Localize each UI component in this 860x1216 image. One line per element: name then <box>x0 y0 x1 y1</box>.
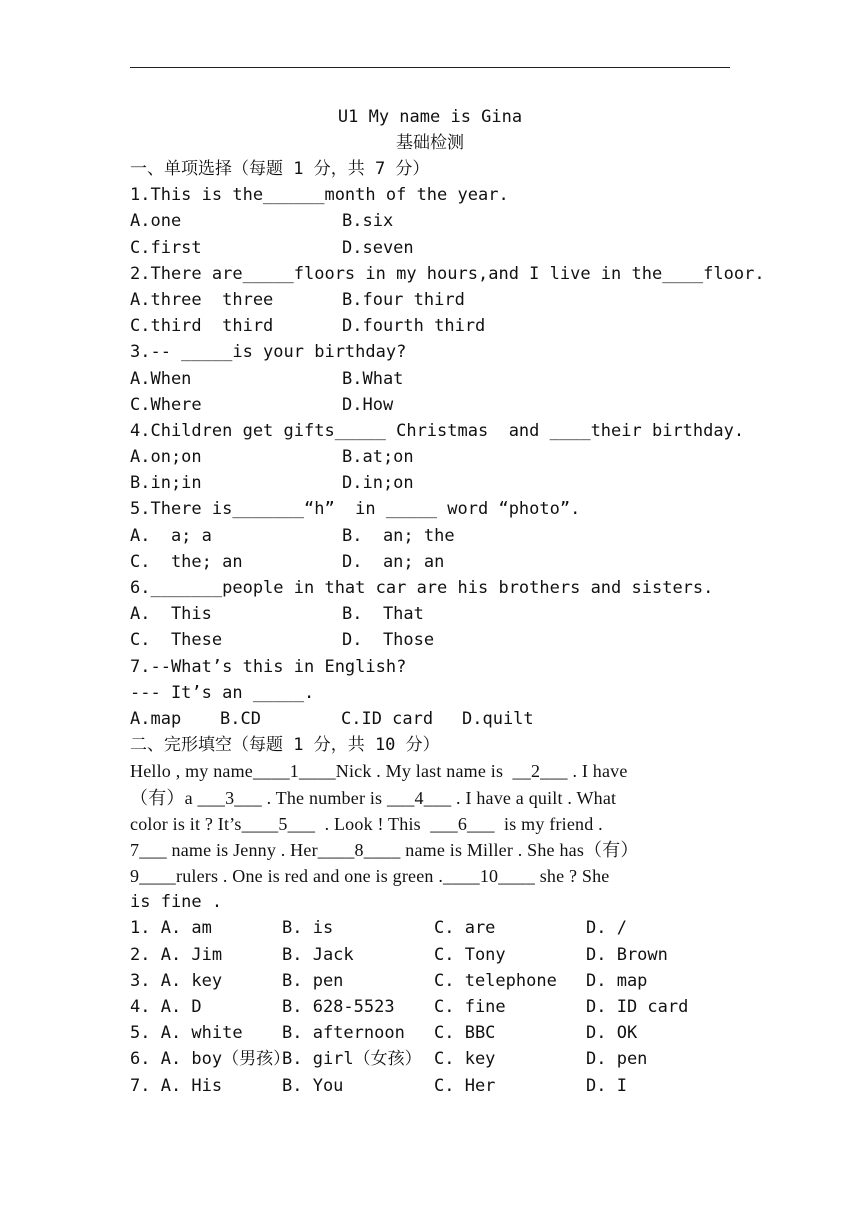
option: D. an; an <box>342 551 445 572</box>
option: D. pen <box>586 1049 648 1070</box>
option: B. pen <box>282 970 344 991</box>
question-stem: 7.--What’s this in English? <box>130 656 407 677</box>
question-4 <box>130 418 745 497</box>
option: B.in;in <box>130 473 202 494</box>
question-7 <box>130 654 730 733</box>
option: C. telephone <box>434 970 557 991</box>
option: D.fourth third <box>342 316 486 337</box>
option: 4. A. D <box>130 997 202 1017</box>
option-row <box>130 627 730 653</box>
cloze-option-row <box>130 994 730 1020</box>
option: B. That <box>342 604 424 625</box>
option-row <box>130 392 730 418</box>
section1-heading: 一、单项选择（每题 1 分，共 7 分） <box>130 159 430 179</box>
option: C.first <box>130 237 202 258</box>
option: C. These <box>130 630 223 651</box>
option: D. map <box>586 970 648 991</box>
option: D.seven <box>342 237 414 258</box>
question-stem: 2.There are_____floors in my hours,and I live in the____floor. <box>130 263 765 284</box>
cloze-option-row <box>130 942 730 968</box>
passage-line: 7___ name is Jenny . Her____8____ name is Miller . She has（有） <box>130 839 639 860</box>
option: B.CD <box>220 708 261 729</box>
option: D. / <box>586 918 627 939</box>
question-stem: 4.Children get gifts_____ Christmas and ____their birthday. <box>130 420 745 441</box>
option: B. girl（女孩） <box>282 1049 422 1070</box>
option: A. This <box>130 604 212 625</box>
option: D.quilt <box>462 708 534 729</box>
option-row <box>130 601 730 627</box>
option: B. an; the <box>342 525 455 546</box>
option: A. a; a <box>130 525 212 546</box>
option: C.Where <box>130 394 202 415</box>
passage-line: （有）a ___3___ . The number is ___4___ . I have a quilt . What <box>130 787 617 808</box>
option-row <box>130 235 730 261</box>
cloze-option-row <box>130 1073 730 1099</box>
option: 2. A. Jim <box>130 944 223 965</box>
option-row <box>130 287 730 313</box>
option: C. key <box>434 1049 496 1070</box>
option: D. ID card <box>586 997 689 1017</box>
option: B. is <box>282 918 334 939</box>
section2-heading: 二、完形填空（每题 1 分，共 10 分） <box>130 735 440 756</box>
cloze-option-row <box>130 915 730 941</box>
page-subtitle: 基础检测 <box>396 133 464 153</box>
option-row <box>130 366 730 392</box>
option: A.on;on <box>130 447 202 468</box>
question-5 <box>130 496 730 575</box>
option: C. the; an <box>130 551 243 572</box>
option: D.in;on <box>342 473 414 494</box>
passage-line: is fine . <box>130 892 223 913</box>
option: B. afternoon <box>282 1023 405 1044</box>
option: A.one <box>130 211 182 232</box>
question-stem: 1.This is the______month of the year. <box>130 185 509 206</box>
question-stem: 5.There is_______“h” in _____ word “photo”. <box>130 499 581 520</box>
option: C. BBC <box>434 1023 496 1044</box>
option: B. You <box>282 1075 344 1096</box>
passage-line: color is it ? It’s____5___ . Look ! This ___6___ is my friend . <box>130 813 603 834</box>
option-row <box>130 470 730 496</box>
option: C.third third <box>130 316 274 337</box>
worksheet <box>130 104 765 1099</box>
option: D. OK <box>586 1023 638 1044</box>
question-stem: 3.-- _____is your birthday? <box>130 342 407 363</box>
option: 6. A. boy（男孩） <box>130 1049 291 1070</box>
option: 5. A. white <box>130 1023 243 1044</box>
cloze-option-row <box>130 1046 730 1072</box>
option: C. Tony <box>434 944 506 965</box>
header-rule <box>130 67 730 68</box>
option: B.six <box>342 211 394 232</box>
option: B.at;on <box>342 447 414 468</box>
cloze-option-row <box>130 968 730 994</box>
option: 7. A. His <box>130 1075 223 1096</box>
option: A.three three <box>130 289 274 310</box>
option: C. are <box>434 918 496 939</box>
option: B.four third <box>342 289 465 310</box>
option: B. Jack <box>282 944 354 965</box>
option: C. Her <box>434 1075 496 1096</box>
page-title: U1 My name is Gina <box>337 107 523 127</box>
option: 3. A. key <box>130 970 223 991</box>
cloze-passage <box>130 758 730 915</box>
option-row <box>130 313 730 339</box>
option: B. 628-5523 <box>282 997 395 1017</box>
question-stem: 6._______people in that car are his brothers and sisters. <box>130 578 714 598</box>
option: C. fine <box>434 997 506 1017</box>
option-row <box>130 444 730 470</box>
option: A.map <box>130 708 182 729</box>
cloze-option-row <box>130 1020 730 1046</box>
option: D. I <box>586 1075 627 1096</box>
option: 1. A. am <box>130 918 212 939</box>
option: A.When <box>130 368 192 389</box>
option: C.ID card <box>341 708 434 729</box>
question-2 <box>130 261 765 340</box>
option-row <box>130 549 730 575</box>
option: D. Those <box>342 630 435 651</box>
question-3 <box>130 339 730 418</box>
option: D.How <box>342 394 394 415</box>
cloze-options <box>130 915 730 1098</box>
question-1 <box>130 182 730 261</box>
option: B.What <box>342 368 404 389</box>
option: D. Brown <box>586 944 668 965</box>
option-row <box>130 523 730 549</box>
passage-line: 9____rulers . One is red and one is green .____10____ she ? She <box>130 866 610 887</box>
question-answer-line: --- It’s an _____. <box>130 682 315 703</box>
option-row <box>130 706 730 732</box>
option-row <box>130 208 730 234</box>
question-6 <box>130 575 730 654</box>
passage-line: Hello , my name____1____Nick . My last name is __2___ . I have <box>130 761 628 782</box>
